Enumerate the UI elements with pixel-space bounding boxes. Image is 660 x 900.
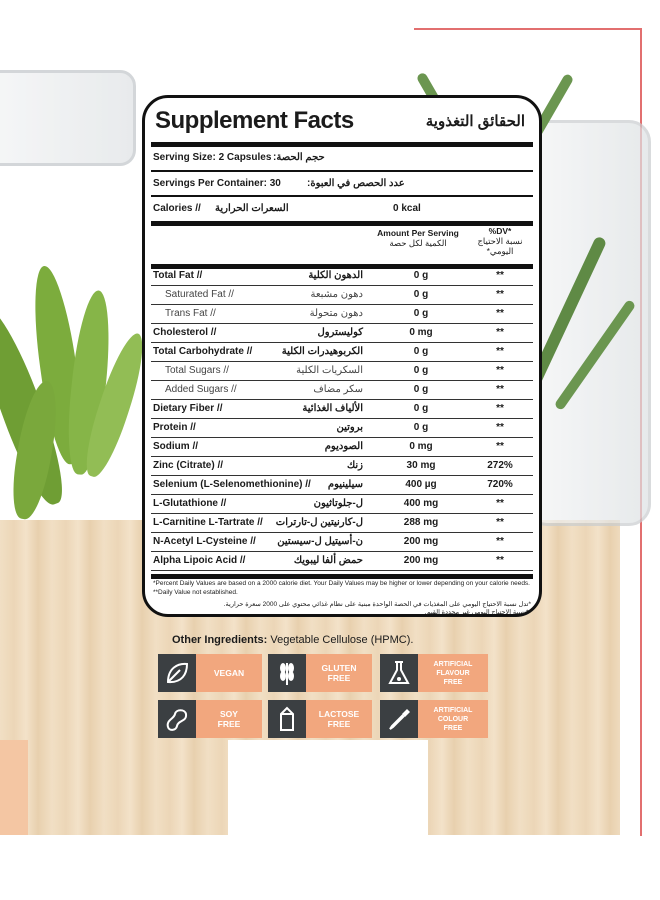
nutrient-dv: ** (496, 498, 504, 509)
nutrient-amount: 0 g (413, 308, 429, 319)
nutrient-name: Total Fat // (153, 270, 203, 281)
nutrient-dv: ** (496, 384, 504, 395)
nutrient-dv: 720% (487, 479, 513, 490)
nutrient-name: Selenium (L-Selenomethionine) // (153, 479, 311, 490)
nutrient-amount: 400 mg (403, 498, 439, 509)
divider (151, 170, 533, 172)
row-divider (151, 323, 533, 324)
white-block (228, 740, 428, 835)
nutrient-amount: 400 µg (405, 479, 437, 490)
servings-per-container-arabic: عدد الحصص في العبوة: (307, 178, 405, 189)
divider (151, 195, 533, 197)
footnote-ar-1: *تدل نسبة الاحتياج اليومي على المغذيات في الحصة الواحدة مبنية على نظام غذائي محتوي على 2000 سعرة حرارية. (223, 601, 531, 608)
row-divider (151, 475, 533, 476)
nutrient-name-arabic: زنك (346, 460, 363, 471)
nutrient-name-arabic: دهون مشبعة (310, 289, 363, 300)
nutrient-name-arabic: الكربوهيدرات الكلية (281, 346, 363, 357)
glass-jar-left (0, 70, 136, 166)
row-divider (151, 551, 533, 552)
nutrient-name: Trans Fat // (165, 308, 216, 319)
dv-header: %DV* نسبة الاحتياج اليومي* (477, 226, 523, 256)
nutrient-dv: ** (496, 403, 504, 414)
other-ingredients-label: Other Ingredients: (172, 634, 268, 646)
calories-label-arabic: السعرات الحرارية (215, 203, 289, 214)
nutrient-name-arabic: الدهون الكلية (308, 270, 363, 281)
divider (151, 574, 533, 579)
serving-size-arabic: حجم الحصة: (273, 152, 325, 163)
nutrient-name: Dietary Fiber // (153, 403, 223, 414)
row-divider (151, 494, 533, 495)
row-divider (151, 380, 533, 381)
panel-title-arabic: الحقائق التغذوية (425, 113, 525, 130)
flask-icon (380, 654, 418, 692)
nutrient-name: Sodium // (153, 441, 198, 452)
nutrient-name: L-Carnitine L-Tartrate // (153, 517, 263, 528)
frame-line-top (414, 28, 642, 30)
supplement-facts-panel (142, 95, 542, 617)
nutrient-amount: 288 mg (403, 517, 439, 528)
soybean-icon (158, 700, 196, 738)
row-divider (151, 418, 533, 419)
badge-artificial-colour-free: ARTIFICIAL COLOUR FREE (418, 700, 488, 738)
nutrient-dv: ** (496, 536, 504, 547)
nutrient-name-arabic: الصوديوم (324, 441, 363, 452)
nutrient-amount: 0 mg (409, 441, 433, 452)
serving-size: Serving Size: 2 Capsules (153, 152, 272, 163)
badge-vegan: VEGAN (196, 654, 262, 692)
footnote-ar-2: **نسبة الاحتياج اليومي غير محددة القيم. (424, 609, 531, 616)
nutrient-dv: ** (496, 289, 504, 300)
nutrient-name-arabic: دهون متحولة (309, 308, 363, 319)
nutrient-name: Protein // (153, 422, 196, 433)
nutrient-amount: 0 g (413, 403, 429, 414)
nutrient-name: N-Acetyl L-Cysteine // (153, 536, 256, 547)
nutrient-amount: 0 g (413, 422, 429, 433)
divider (151, 142, 533, 147)
row-divider (151, 456, 533, 457)
nutrient-dv: ** (496, 365, 504, 376)
nutrient-amount: 0 mg (409, 327, 433, 338)
row-divider (151, 513, 533, 514)
panel-title: Supplement Facts (155, 107, 354, 134)
nutrient-amount: 0 g (413, 365, 429, 376)
nutrient-name: Total Sugars // (165, 365, 229, 376)
nutrient-name-arabic: بروتين (336, 422, 363, 433)
nutrient-amount: 200 mg (403, 555, 439, 566)
row-divider (151, 437, 533, 438)
nutrient-name-arabic: ل-كارنيتين ل-تارترات (275, 517, 363, 528)
row-divider (151, 342, 533, 343)
nutrient-amount: 200 mg (403, 536, 439, 547)
badge-soy-free: SOY FREE (196, 700, 262, 738)
nutrient-name-arabic: سيلينيوم (327, 479, 363, 490)
nutrient-name: Cholesterol // (153, 327, 217, 338)
nutrient-name-arabic: ن-أسيتيل ل-سيستين (277, 536, 363, 547)
background-bottom (0, 835, 660, 900)
calories-value: 0 kcal (393, 203, 421, 214)
footnote-en-2: **Daily Value not established. (153, 589, 238, 596)
nutrient-name: Alpha Lipoic Acid // (153, 555, 246, 566)
badge-lactose-free: LACTOSE FREE (306, 700, 372, 738)
nutrient-name: Saturated Fat // (165, 289, 234, 300)
row-divider (151, 399, 533, 400)
nutrient-dv: 272% (487, 460, 513, 471)
row-divider (151, 532, 533, 533)
footnote-en-1: *Percent Daily Values are based on a 2000 calorie diet. Your Daily Values may be higher or lower depending on your calorie needs. (153, 580, 530, 587)
badge-gluten-free: GLUTEN FREE (306, 654, 372, 692)
nutrient-name-arabic: حمض ألفا ليبويك (293, 555, 363, 566)
nutrient-name: Zinc (Citrate) // (153, 460, 224, 471)
glass-jar-right (525, 120, 651, 526)
nutrient-name-arabic: سكر مضاف (313, 384, 363, 395)
row-divider (151, 285, 533, 286)
nutrient-dv: ** (496, 270, 504, 281)
servings-per-container: Servings Per Container: 30 (153, 178, 281, 189)
nutrient-name-arabic: كوليسترول (317, 327, 363, 338)
nutrient-dv: ** (496, 555, 504, 566)
leaf-icon (158, 654, 196, 692)
nutrient-name-arabic: ل-جلوتاثيون (313, 498, 363, 509)
nutrient-dv: ** (496, 308, 504, 319)
divider (151, 264, 533, 269)
nutrient-name-arabic: الألياف الغذائية (302, 403, 363, 414)
badge-artificial-flavour-free: ARTIFICIAL FLAVOUR FREE (418, 654, 488, 692)
nutrient-dv: ** (496, 441, 504, 452)
nutrient-dv: ** (496, 422, 504, 433)
nutrient-dv: ** (496, 327, 504, 338)
row-divider (151, 361, 533, 362)
amount-header: Amount Per Serving الكمية لكل حصة (377, 228, 459, 248)
nutrient-amount: 0 g (413, 289, 429, 300)
row-divider (151, 304, 533, 305)
nutrient-amount: 0 g (413, 384, 429, 395)
nutrient-name: Added Sugars // (165, 384, 237, 395)
nutrient-name-arabic: السكريات الكلية (296, 365, 363, 376)
nutrient-amount: 0 g (413, 346, 429, 357)
nutrient-amount: 0 g (413, 270, 429, 281)
calories-label: Calories // (153, 203, 201, 214)
peach-block (0, 740, 28, 835)
other-ingredients-value: Vegetable Cellulose (HPMC). (270, 634, 414, 646)
nutrient-name: Total Carbohydrate // (153, 346, 253, 357)
other-ingredients (172, 634, 413, 646)
nutrient-dv: ** (496, 517, 504, 528)
milk-carton-icon (268, 700, 306, 738)
dropper-icon (380, 700, 418, 738)
wheat-icon (268, 654, 306, 692)
nutrient-amount: 30 mg (406, 460, 436, 471)
row-divider (151, 570, 533, 571)
nutrient-dv: ** (496, 346, 504, 357)
nutrient-name: L-Glutathione // (153, 498, 227, 509)
